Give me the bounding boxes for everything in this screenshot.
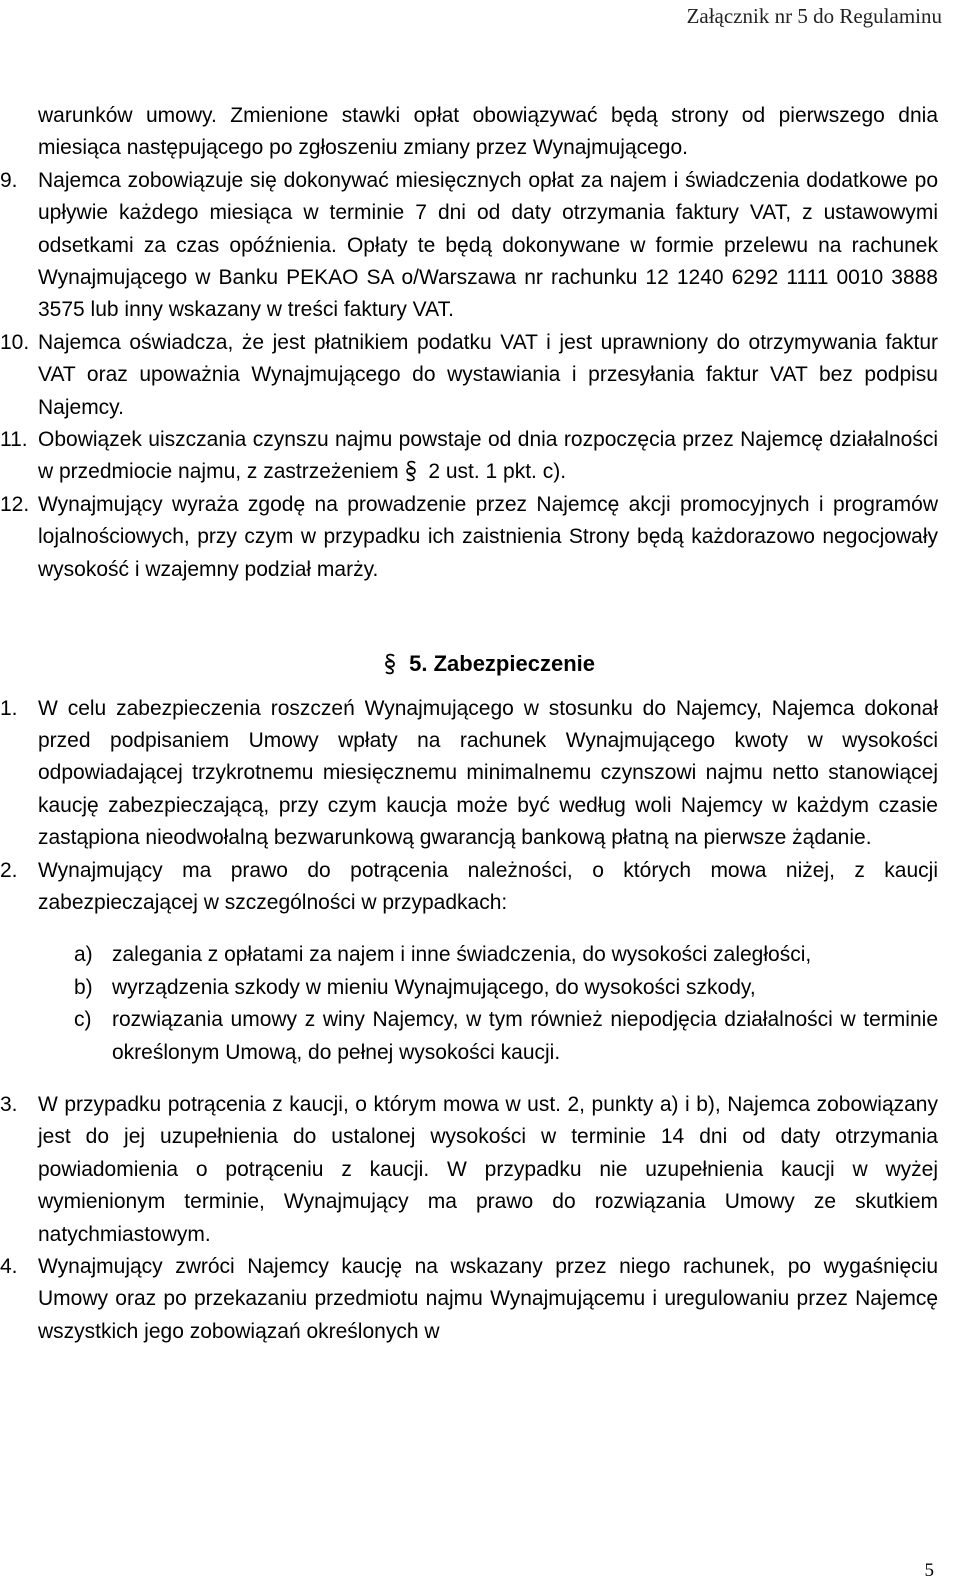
sub-item-text: zalegania z opłatami za najem i inne świadczenia, do wysokości zaległości, (112, 943, 812, 967)
section-sign-icon (381, 648, 399, 680)
list-item-2 (0, 855, 938, 920)
item-text: Wynajmujący wyraża zgodę na prowadzenie przez Najemcę akcji promocyjnych i programów lojalnościowych, przy czym w przypadku ich zaistnienia Strony będą każdorazowo negocjowały wysokość i wzajemny podział marży. (38, 492, 938, 581)
item-number: 1. (0, 696, 18, 720)
sub-item-letter: c) (74, 1008, 92, 1032)
list-item-4 (0, 1251, 938, 1348)
item-text: Wynajmujący ma prawo do potrącenia należności, o których mowa niżej, z kaucji zabezpieczającej w szczególności w przypadkach: (38, 858, 938, 914)
item-text: W celu zabezpieczenia roszczeń Wynajmującego w stosunku do Najemcy, Najemca dokonał przed podpisaniem Umowy wpłaty na rachunek Wynajmującego kwoty w wysokości odpowiadającej trzykrotnemu miesięcznemu minimalnemu czynszowi najmu netto stanowiącej kaucję zabezpieczającą, przy czym kaucja może być według woli Najemcy w każdym czasie zastąpiona nieodwołalną bezwarunkową gwarancją bankową płatną na pierwsze żądanie. (38, 696, 938, 850)
list-item-9 (0, 165, 938, 327)
list-item-12 (0, 489, 938, 586)
item-number: 12. (0, 492, 30, 516)
list-item-1 (0, 693, 938, 855)
list-item-10 (0, 327, 938, 424)
item-number: 2. (0, 858, 18, 882)
item-text-after: 2 ust. 1 pkt. c). (428, 460, 567, 484)
sub-item-b (74, 972, 938, 1004)
sub-item-text: rozwiązania umowy z winy Najemcy, w tym również niepodjęcia działalności w terminie określonym Umową, do pełnej wysokości kaucji. (112, 1008, 938, 1064)
continuation-paragraph: warunków umowy. Zmienione stawki opłat obowiązywać będą strony od pierwszego dnia miesiąca następującego po zgłoszeniu zmiany przez Wynajmującego. (38, 104, 938, 160)
item-text-before: Obowiązek uiszczania czynszu najmu powstaje od dnia rozpoczęcia przez Najemcę działalności w przedmiocie najmu, z zastrzeżeniem (38, 428, 938, 484)
item-text (38, 424, 938, 489)
item-text: Najemca oświadcza, że jest płatnikiem podatku VAT i jest uprawniony do otrzymywania faktur VAT oraz upoważnia Wynajmującego do wystawiania i przesyłania faktur VAT bez podpisu Najemcy. (38, 330, 938, 419)
sub-item-letter: a) (74, 943, 93, 967)
section-title: 5. Zabezpieczenie (409, 651, 595, 677)
item-text: W przypadku potrącenia z kaucji, o którym mowa w ust. 2, punkty a) i b), Najemca zobowiązany jest do jej uzupełnienia do ustalonej wysokości w terminie 14 dni od daty otrzymania powiadomienia o potrąceniu z kaucji. W przypadku nie uzupełnienia kaucji w wyżej wymienionym terminie, Wynajmujący ma prawo do rozwiązania Umowy ze skutkiem natychmiastowym. (38, 1092, 938, 1246)
section-sign-icon (404, 456, 422, 488)
sub-list (74, 939, 938, 1069)
item-number: 10. (0, 330, 30, 354)
list-item-3 (0, 1089, 938, 1251)
item-text: Najemca zobowiązuje się dokonywać miesięcznych opłat za najem i świadczenia dodatkowe po upływie każdego miesiąca w terminie 7 dni od daty otrzymania faktury VAT, z ustawowymi odsetkami za czas opóźnienia. Opłaty te będą dokonywane w formie przelewu na rachunek Wynajmującego w Banku PEKAO SA o/Warszawa nr rachunku 12 1240 6292 1111 0010 3888 3575 lub inny wskazany w treści faktury VAT. (38, 168, 938, 322)
section-heading (38, 648, 938, 680)
item-number: 9. (0, 168, 18, 192)
sub-item-letter: b) (74, 975, 93, 999)
item-text: Wynajmujący zwróci Najemcy kaucję na wskazany przez niego rachunek, po wygaśnięciu Umowy oraz po przekazaniu przedmiotu najmu Wynajmującemu i uregulowaniu przez Najemcę wszystkich jego zobowiązań określonych w (38, 1255, 938, 1343)
sub-item-a (74, 939, 938, 971)
sub-item-text: wyrządzenia szkody w mieniu Wynajmującego, do wysokości szkody, (112, 975, 756, 999)
sub-item-c (74, 1004, 938, 1069)
list-item-11 (0, 424, 938, 489)
page-number: 5 (924, 1560, 934, 1581)
document-body (0, 100, 938, 1348)
item-number: 4. (0, 1255, 18, 1278)
item-number: 11. (0, 428, 28, 452)
item-number: 3. (0, 1092, 18, 1116)
page-header: Załącznik nr 5 do Regulaminu (686, 4, 942, 28)
